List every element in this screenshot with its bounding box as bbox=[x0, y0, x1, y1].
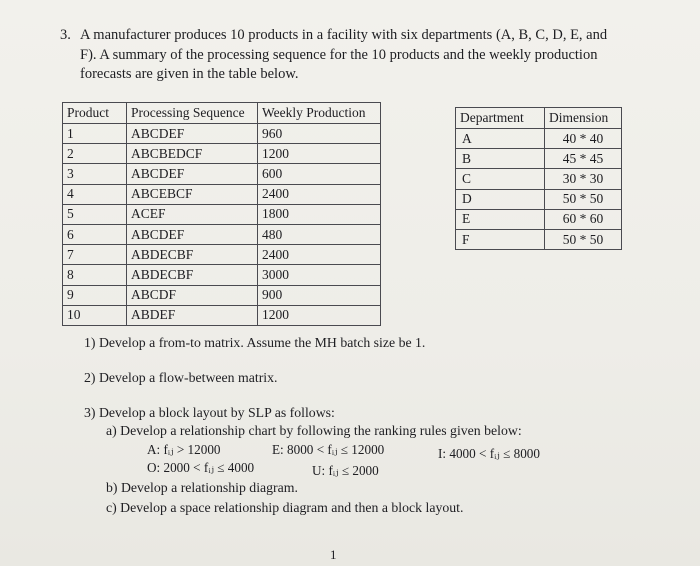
departments-table-header-row bbox=[456, 108, 622, 129]
dimension-cell: 50 * 50 bbox=[545, 229, 622, 249]
table-row bbox=[456, 209, 622, 229]
table-row bbox=[456, 229, 622, 249]
sequence-cell: ABDECBF bbox=[127, 245, 258, 265]
dimension-cell: 60 * 60 bbox=[545, 209, 622, 229]
sequence-cell: ABCBEDCF bbox=[127, 144, 258, 164]
product-cell: 10 bbox=[63, 305, 127, 325]
sequence-cell: ABDECBF bbox=[127, 265, 258, 285]
production-cell: 600 bbox=[258, 164, 381, 184]
sequence-cell: ACEF bbox=[127, 204, 258, 224]
department-cell: D bbox=[456, 189, 545, 209]
table-row bbox=[63, 144, 381, 164]
task-3b: b) Develop a relationship diagram. bbox=[106, 480, 298, 495]
table-row bbox=[456, 149, 622, 169]
products-table-header-row bbox=[63, 103, 381, 124]
production-cell: 480 bbox=[258, 224, 381, 244]
task-2: 2) Develop a flow-between matrix. bbox=[84, 370, 278, 385]
departments-table bbox=[455, 107, 622, 250]
production-cell: 960 bbox=[258, 124, 381, 144]
sequence-cell: ABCDEF bbox=[127, 224, 258, 244]
rule-e: E: 8000 < fᵢⱼ ≤ 12000 bbox=[272, 442, 385, 457]
dimension-cell: 45 * 45 bbox=[545, 149, 622, 169]
department-cell: C bbox=[456, 169, 545, 189]
task-3c: c) Develop a space relationship diagram and then a block layout. bbox=[106, 500, 464, 515]
sequence-cell: ABCEBCF bbox=[127, 184, 258, 204]
table-row bbox=[63, 265, 381, 285]
table-row bbox=[63, 285, 381, 305]
sequence-cell: ABDEF bbox=[127, 305, 258, 325]
production-cell: 1200 bbox=[258, 144, 381, 164]
sequence-cell: ABCDF bbox=[127, 285, 258, 305]
table-row bbox=[63, 124, 381, 144]
products-table bbox=[62, 102, 381, 326]
task-1: 1) Develop a from-to matrix. Assume the MH batch size be 1. bbox=[84, 335, 426, 350]
rule-u: U: fᵢⱼ ≤ 2000 bbox=[312, 463, 379, 478]
department-cell: B bbox=[456, 149, 545, 169]
table-row bbox=[63, 305, 381, 325]
product-cell: 1 bbox=[63, 124, 127, 144]
production-cell: 1800 bbox=[258, 204, 381, 224]
question-number: 3. bbox=[60, 27, 71, 43]
table-row bbox=[63, 245, 381, 265]
page-number: 1 bbox=[330, 547, 337, 562]
product-cell: 3 bbox=[63, 164, 127, 184]
product-cell: 4 bbox=[63, 184, 127, 204]
product-cell: 5 bbox=[63, 204, 127, 224]
table-row bbox=[63, 184, 381, 204]
production-cell: 1200 bbox=[258, 305, 381, 325]
dimension-cell: 30 * 30 bbox=[545, 169, 622, 189]
header-product: Product bbox=[63, 103, 127, 124]
question-text-line-2: F). A summary of the processing sequence for the 10 products and the weekly production bbox=[80, 47, 598, 63]
task-3: 3) Develop a block layout by SLP as follows: bbox=[84, 405, 335, 420]
question-text-line-1: A manufacturer produces 10 products in a facility with six departments (A, B, C, D, E, and bbox=[80, 27, 608, 43]
dimension-cell: 50 * 50 bbox=[545, 189, 622, 209]
header-weekly-production: Weekly Production bbox=[258, 103, 381, 124]
table-row bbox=[456, 189, 622, 209]
product-cell: 8 bbox=[63, 265, 127, 285]
table-row bbox=[456, 129, 622, 149]
production-cell: 900 bbox=[258, 285, 381, 305]
rule-o: O: 2000 < fᵢⱼ ≤ 4000 bbox=[147, 460, 255, 475]
product-cell: 7 bbox=[63, 245, 127, 265]
production-cell: 2400 bbox=[258, 245, 381, 265]
product-cell: 6 bbox=[63, 224, 127, 244]
dimension-cell: 40 * 40 bbox=[545, 129, 622, 149]
table-row bbox=[456, 169, 622, 189]
production-cell: 2400 bbox=[258, 184, 381, 204]
sequence-cell: ABCDEF bbox=[127, 164, 258, 184]
header-dimension: Dimension bbox=[545, 108, 622, 129]
table-row bbox=[63, 204, 381, 224]
product-cell: 2 bbox=[63, 144, 127, 164]
table-row bbox=[63, 224, 381, 244]
rule-i: I: 4000 < fᵢⱼ ≤ 8000 bbox=[438, 446, 540, 461]
department-cell: F bbox=[456, 229, 545, 249]
production-cell: 3000 bbox=[258, 265, 381, 285]
rule-a: A: fᵢⱼ > 12000 bbox=[147, 442, 221, 457]
header-processing-sequence: Processing Sequence bbox=[127, 103, 258, 124]
task-3a: a) Develop a relationship chart by following the ranking rules given below: bbox=[106, 423, 522, 438]
department-cell: E bbox=[456, 209, 545, 229]
table-row bbox=[63, 164, 381, 184]
product-cell: 9 bbox=[63, 285, 127, 305]
question-text-line-3: forecasts are given in the table below. bbox=[80, 66, 299, 82]
department-cell: A bbox=[456, 129, 545, 149]
header-department: Department bbox=[456, 108, 545, 129]
sequence-cell: ABCDEF bbox=[127, 124, 258, 144]
